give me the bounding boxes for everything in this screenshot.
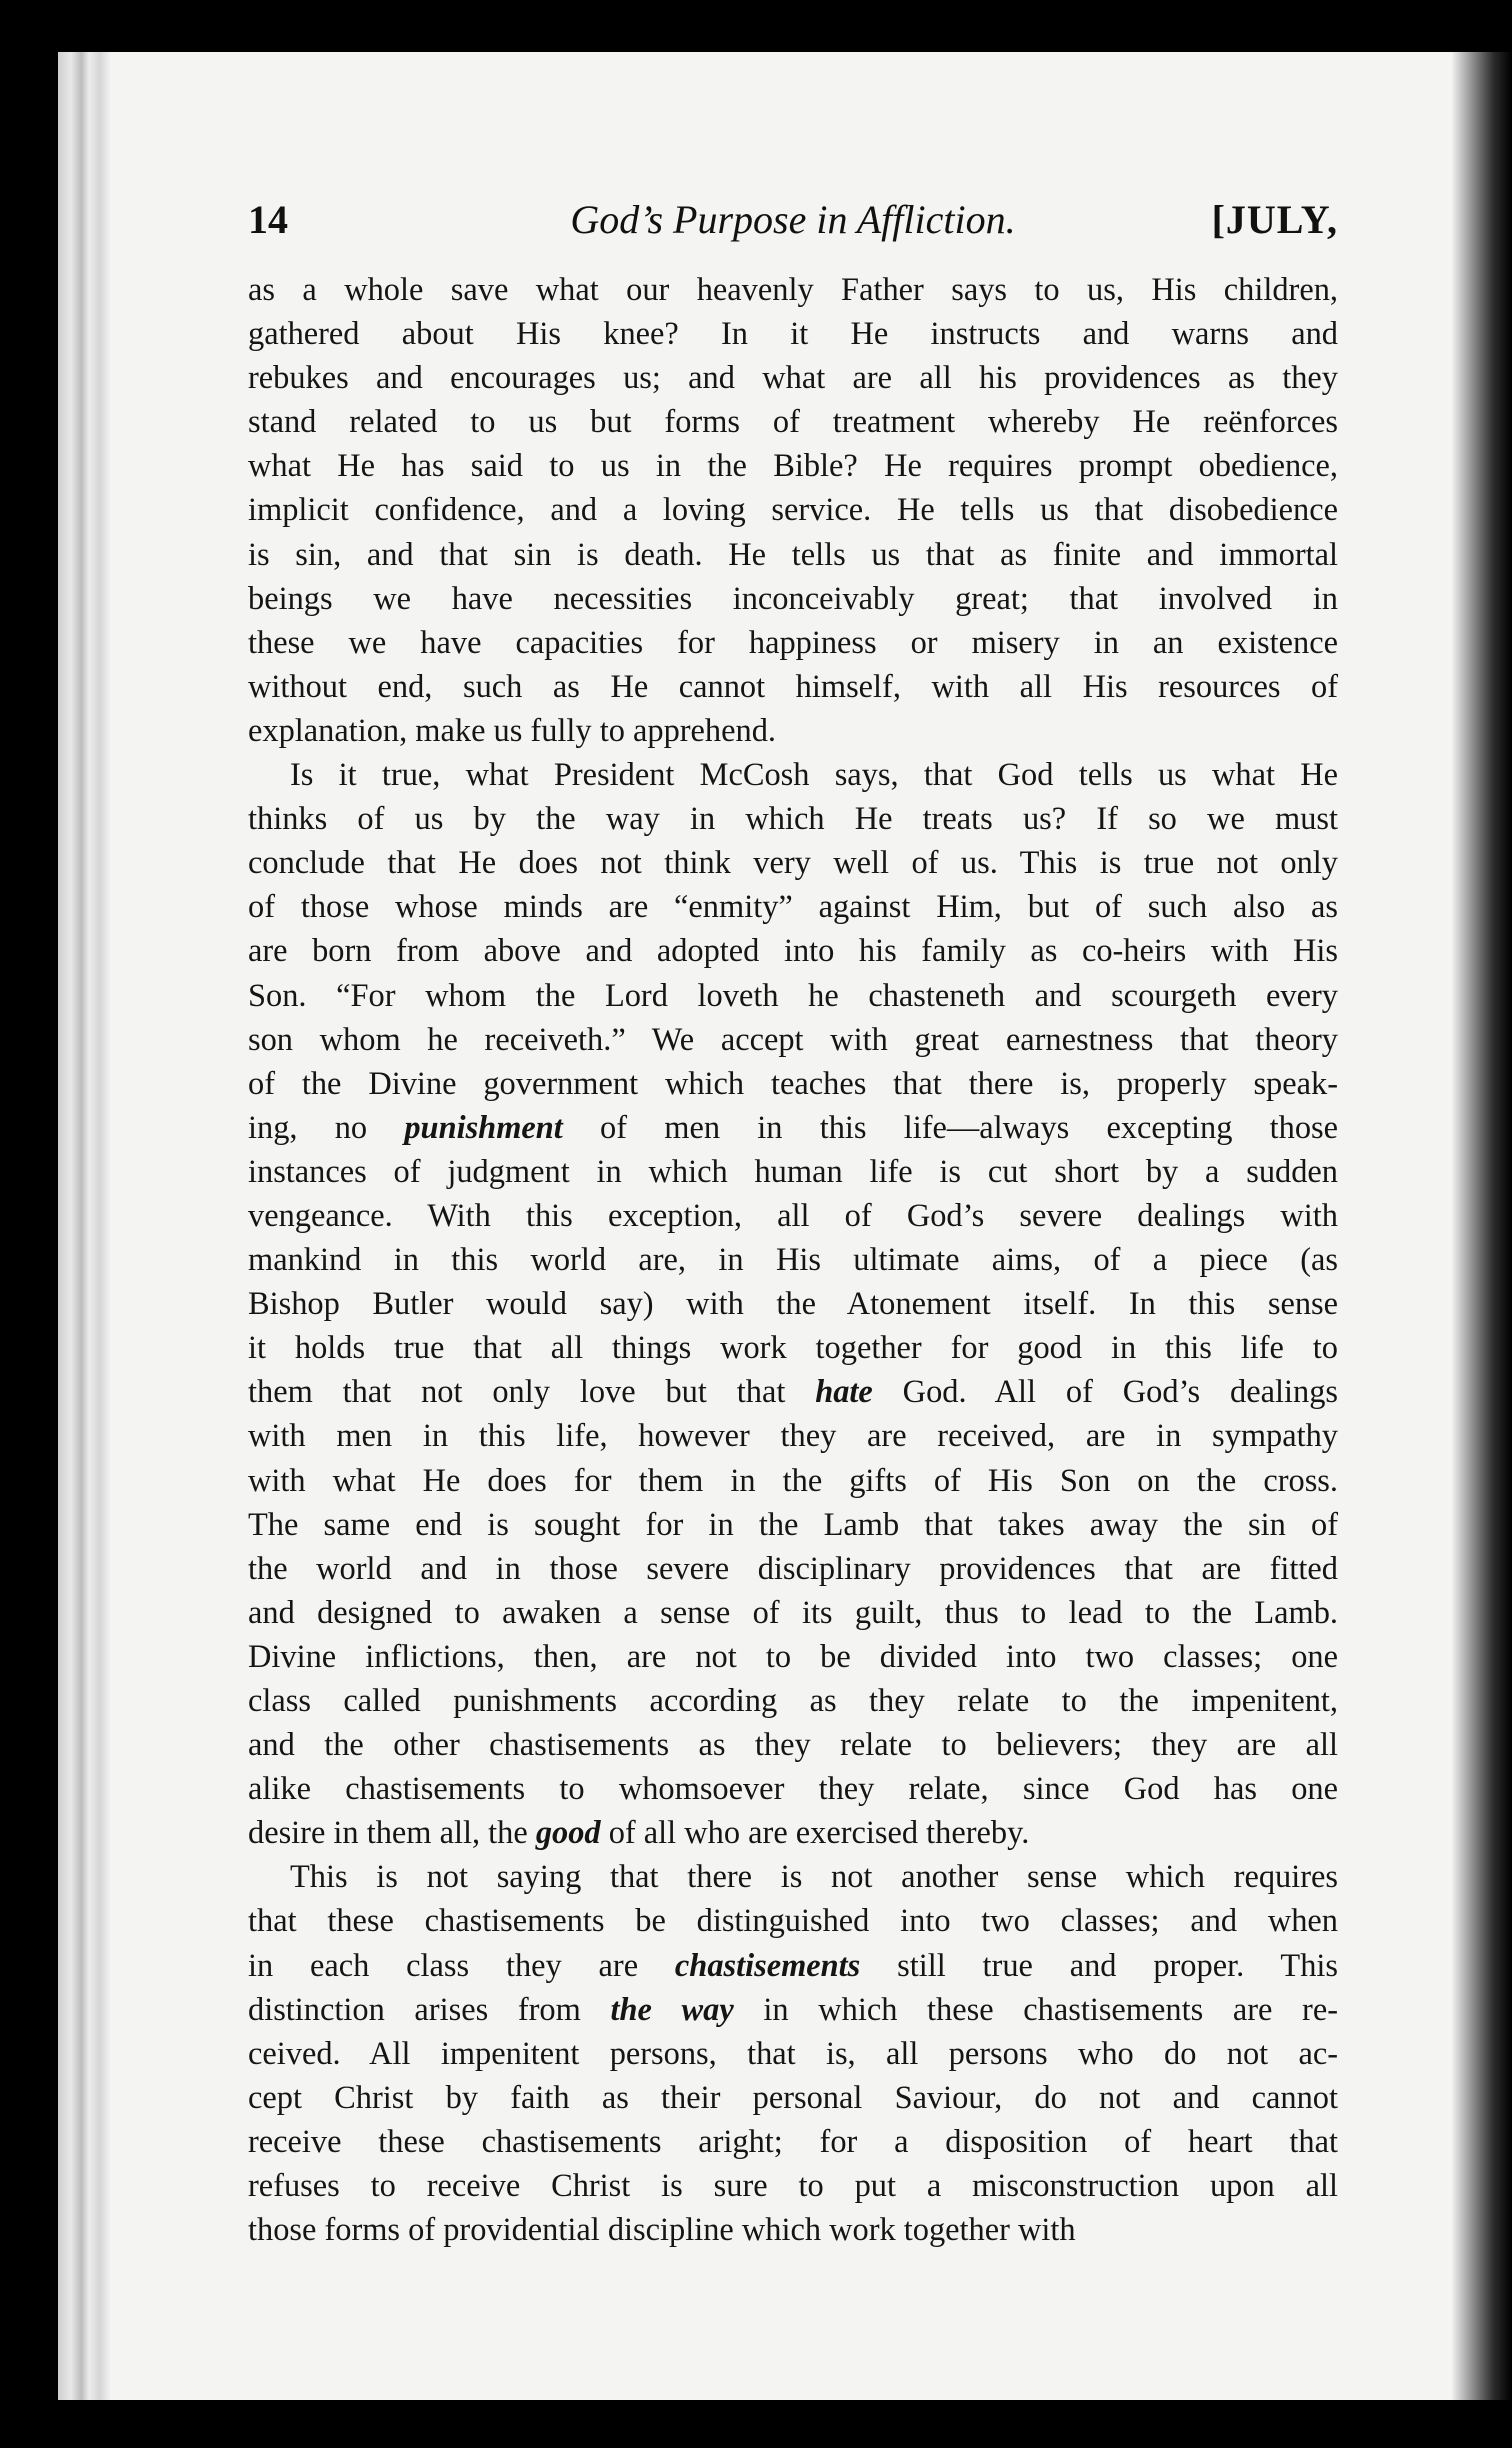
text-line: the world and in those severe disciplinary providences that are fitted: [248, 1550, 1338, 1587]
text-line: The same end is sought for in the Lamb that takes away the sin of: [248, 1506, 1338, 1543]
text-line: it holds true that all things work together for good in this life to: [248, 1330, 1338, 1367]
text-line: of the Divine government which teaches that there is, properly speak-: [248, 1065, 1338, 1102]
text-line: with men in this life, however they are received, are in sympathy: [248, 1418, 1338, 1455]
text-line: vengeance. With this exception, all of God’s severe dealings with: [248, 1197, 1338, 1234]
text-line: son whom he receiveth.” We accept with great earnestness that theory: [248, 1021, 1338, 1058]
emphasis: punishment: [404, 1109, 563, 1146]
text-line: ceived. All impenitent persons, that is, all persons who do not ac-: [248, 2035, 1338, 2072]
text-line: that these chastisements be distinguished into two classes; and when: [248, 1903, 1338, 1940]
text-line: as a whole save what our heavenly Father says to us, His children,: [248, 272, 1338, 308]
text-line: Is it true, what President McCosh says, that God tells us what He: [290, 757, 1338, 794]
text-line: conclude that He does not think very well of us. This is true not only: [248, 845, 1338, 882]
text-line: desire in them all, the good of all who are exercised thereby.: [248, 1815, 1030, 1852]
text-line: implicit confidence, and a loving service. He tells us that disobedience: [248, 492, 1338, 529]
emphasis: good: [535, 1815, 601, 1852]
text-line: instances of judgment in which human life is cut short by a sudden: [248, 1153, 1338, 1190]
running-title: God’s Purpose in Affliction.: [570, 197, 1016, 242]
text-line: in each class they are chastisements still true and proper. This: [248, 1947, 1338, 1984]
text-line: and the other chastisements as they relate to believers; they are all: [248, 1727, 1338, 1764]
text-line: these we have capacities for happiness or misery in an existence: [248, 624, 1338, 661]
emphasis: the way: [610, 1991, 734, 2028]
text-line: thinks of us by the way in which He treats us? If so we must: [248, 801, 1338, 838]
text-line: alike chastisements to whomsoever they relate, since God has one: [248, 1771, 1338, 1808]
text-line: with what He does for them in the gifts of His Son on the cross.: [248, 1462, 1338, 1499]
text-line: explanation, make us fully to apprehend.: [248, 712, 776, 749]
emphasis: hate: [815, 1374, 873, 1411]
text-line: are born from above and adopted into his family as co-heirs with His: [248, 933, 1338, 970]
text-line: receive these chastisements aright; for a disposition of heart that: [248, 2123, 1338, 2160]
text-line: Divine inflictions, then, are not to be divided into two classes; one: [248, 1638, 1338, 1675]
text-line: of those whose minds are “enmity” against Him, but of such also as: [248, 889, 1338, 926]
text-line: rebukes and encourages us; and what are all his providences as they: [248, 360, 1338, 397]
page-binding-edge: [58, 52, 110, 2400]
text-line: beings we have necessities inconceivably great; that involved in: [248, 580, 1338, 617]
text-line: refuses to receive Christ is sure to put a misconstruction upon all: [248, 2168, 1338, 2205]
emphasis: chastisements: [674, 1947, 861, 1984]
text-line: class called punishments according as they relate to the impenitent,: [248, 1683, 1338, 1719]
text-line: gathered about His knee? In it He instructs and warns and: [248, 316, 1338, 353]
paragraph: [248, 268, 1338, 753]
text-line: stand related to us but forms of treatment whereby He reënforces: [248, 404, 1338, 441]
text-line: distinction arises from the way in which these chastisements are re-: [248, 1991, 1338, 2028]
text-line: and designed to awaken a sense of its guilt, thus to lead to the Lamb.: [248, 1594, 1338, 1631]
text-line: mankind in this world are, in His ultimate aims, of a piece (as: [248, 1242, 1338, 1279]
page-number: 14: [248, 197, 288, 242]
text-line: cept Christ by faith as their personal Saviour, do not and cannot: [248, 2079, 1338, 2116]
text-line: what He has said to us in the Bible? He requires prompt obedience,: [248, 448, 1338, 485]
running-header: [248, 196, 1338, 256]
text-line: ing, no punishment of men in this life—always excepting those: [248, 1109, 1338, 1146]
paragraph: [248, 753, 1338, 1855]
page-right-shadow: [1452, 52, 1512, 2400]
text-line: Son. “For whom the Lord loveth he chasteneth and scourgeth every: [248, 977, 1338, 1014]
body-text: [248, 268, 1338, 2252]
text-line: them that not only love but that hate God. All of God’s dealings: [248, 1374, 1338, 1411]
text-line: This is not saying that there is not another sense which requires: [290, 1859, 1338, 1896]
text-line: is sin, and that sin is death. He tells us that as finite and immortal: [248, 536, 1338, 573]
running-date: [JULY,: [1211, 197, 1338, 242]
text-line: Bishop Butler would say) with the Atonement itself. In this sense: [248, 1286, 1338, 1323]
paragraph: [248, 1855, 1338, 2252]
text-line: those forms of providential discipline which work together with: [248, 2212, 1076, 2249]
text-line: without end, such as He cannot himself, with all His resources of: [248, 668, 1338, 705]
